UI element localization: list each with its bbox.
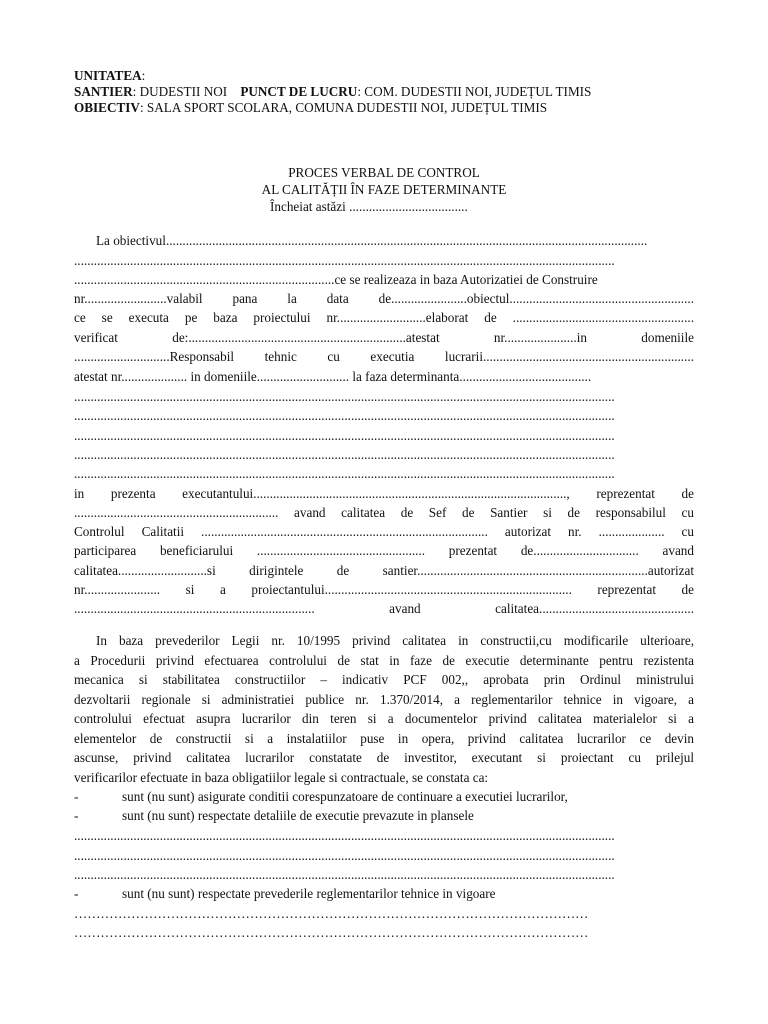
bullet-2	[74, 808, 694, 824]
bullet-1	[74, 789, 694, 805]
dotted-line: ………………………………………………………………………………………………………	[74, 925, 589, 940]
form-line: verificat de:..................................................................atestat nr......................in domeniile	[74, 330, 694, 345]
paragraph-line: controlului efectuat asupra lucrarilor din teren si a documentelor privind calitatea materialelor si a	[74, 711, 694, 726]
form-line: ...............................................................................ce se realizeaza in baza Autorizatiei de Construire	[74, 272, 598, 287]
form-line: ....................................................................................................................................................................	[74, 253, 615, 268]
form-line: ....................................................................................................................................................................	[74, 447, 615, 462]
obiectiv-label: OBIECTIV	[74, 100, 140, 115]
form-line: ....................................................................................................................................................................	[74, 389, 615, 404]
dotted-line: ………………………………………………………………………………………………………	[74, 906, 589, 921]
santier-label: SANTIER	[74, 84, 133, 99]
paragraph-line: verificarilor efectuate in baza obligatiilor legale si contractuale, se constata ca:	[74, 770, 489, 785]
form-line: nr....................... si a proiectantului........................................................................... reprezentat de	[74, 582, 694, 597]
dotted-line: ....................................................................................................................................................................	[74, 828, 615, 843]
form-line: .............................................................. avand calitatea de Sef de Santier si de responsabilul cu	[74, 505, 694, 520]
form-line: .............................Responsabil tehnic cu executia lucrarii................................................................	[74, 349, 694, 364]
paragraph-line: a Procedurii privind efectuarea controlului de stat in faze de executie determinante pentru rezistenta	[74, 653, 694, 668]
dotted-line: ....................................................................................................................................................................	[74, 867, 615, 882]
form-line: ....................................................................................................................................................................	[74, 408, 615, 423]
bullet-2-dash: -	[74, 808, 79, 823]
dotted-line: ....................................................................................................................................................................	[74, 848, 615, 863]
bullet-3-text: sunt (nu sunt) respectate prevederile reglementarilor tehnice in vigoare	[122, 886, 496, 901]
form-line: Controlul Calitatii ....................................................................................... autorizat nr. .................... cu	[74, 524, 694, 539]
header-unitatea	[74, 68, 694, 84]
paragraph-line: mecanica si stabilitatea constructiilor – indicativ PCF 002,, aprobata prin Ordinul ministrului	[74, 672, 694, 687]
punct-value: : COM. DUDESTII NOI, JUDEȚUL TIMIS	[357, 84, 592, 99]
form-line: ......................................................................... avand calitatea...............................................	[74, 601, 694, 616]
bullet-3-dash: -	[74, 886, 79, 901]
form-line: ....................................................................................................................................................................	[74, 466, 615, 481]
unitatea-label: UNITATEA	[74, 68, 142, 83]
paragraph-line: dezvoltarii regionale si administratiei publice nr. 1.370/2014, a reglementarilor tehnice in vigoare, a	[74, 692, 694, 707]
title-line-1: PROCES VERBAL DE CONTROL	[288, 165, 480, 180]
bullet-1-dash: -	[74, 789, 79, 804]
form-line: in prezenta executantului..............................................................................................., reprezentat de	[74, 486, 694, 501]
form-line: calitatea...........................si dirigintele de santier......................................................................autorizat	[74, 563, 694, 578]
form-line: ce se executa pe baza proiectului nr...........................elaborat de .......................................................	[74, 310, 694, 325]
form-line: La obiectivul..................................................................................................................................................	[96, 233, 648, 248]
form-line: participarea beneficiarului ................................................... prezentat de................................ avand	[74, 543, 694, 558]
form-line: nr.........................valabil pana la data de.......................obiectul........................................................	[74, 291, 694, 306]
bullet-2-text: sunt (nu sunt) respectate detaliile de executie prevazute in plansele	[122, 808, 474, 823]
santier-value: : DUDESTII NOI	[132, 84, 228, 99]
form-line: atestat nr.................... in domeniile............................ la faza determinanta........................................	[74, 369, 592, 384]
paragraph-line: elementelor de constructii si a instalatiilor puse in opera, privind calitatea lucrarilor ce devin	[74, 731, 694, 746]
header-santier	[74, 84, 694, 100]
paragraph-line: In baza prevederilor Legii nr. 10/1995 privind calitatea in constructii,cu modificarile ulterioare,	[96, 633, 694, 648]
bullet-3	[74, 886, 694, 902]
title-line-3: Încheiat astăzi ....................................	[270, 199, 468, 214]
form-line: ....................................................................................................................................................................	[74, 428, 615, 443]
punct-label: PUNCT DE LUCRU	[240, 84, 358, 99]
unitatea-value: :	[141, 68, 146, 83]
bullet-1-text: sunt (nu sunt) asigurate conditii corespunzatoare de continuare a executiei lucrarilor,	[122, 789, 568, 804]
paragraph-line: ascunse, privind calitatea lucrarilor constatate de investitor, executant si proiectant cu prilejul	[74, 750, 694, 765]
header-obiectiv	[74, 100, 694, 116]
title-line-2: AL CALITĂȚII ÎN FAZE DETERMINANTE	[261, 182, 507, 197]
obiectiv-value: : SALA SPORT SCOLARA, COMUNA DUDESTII NOI, JUDEȚUL TIMIS	[139, 100, 548, 115]
